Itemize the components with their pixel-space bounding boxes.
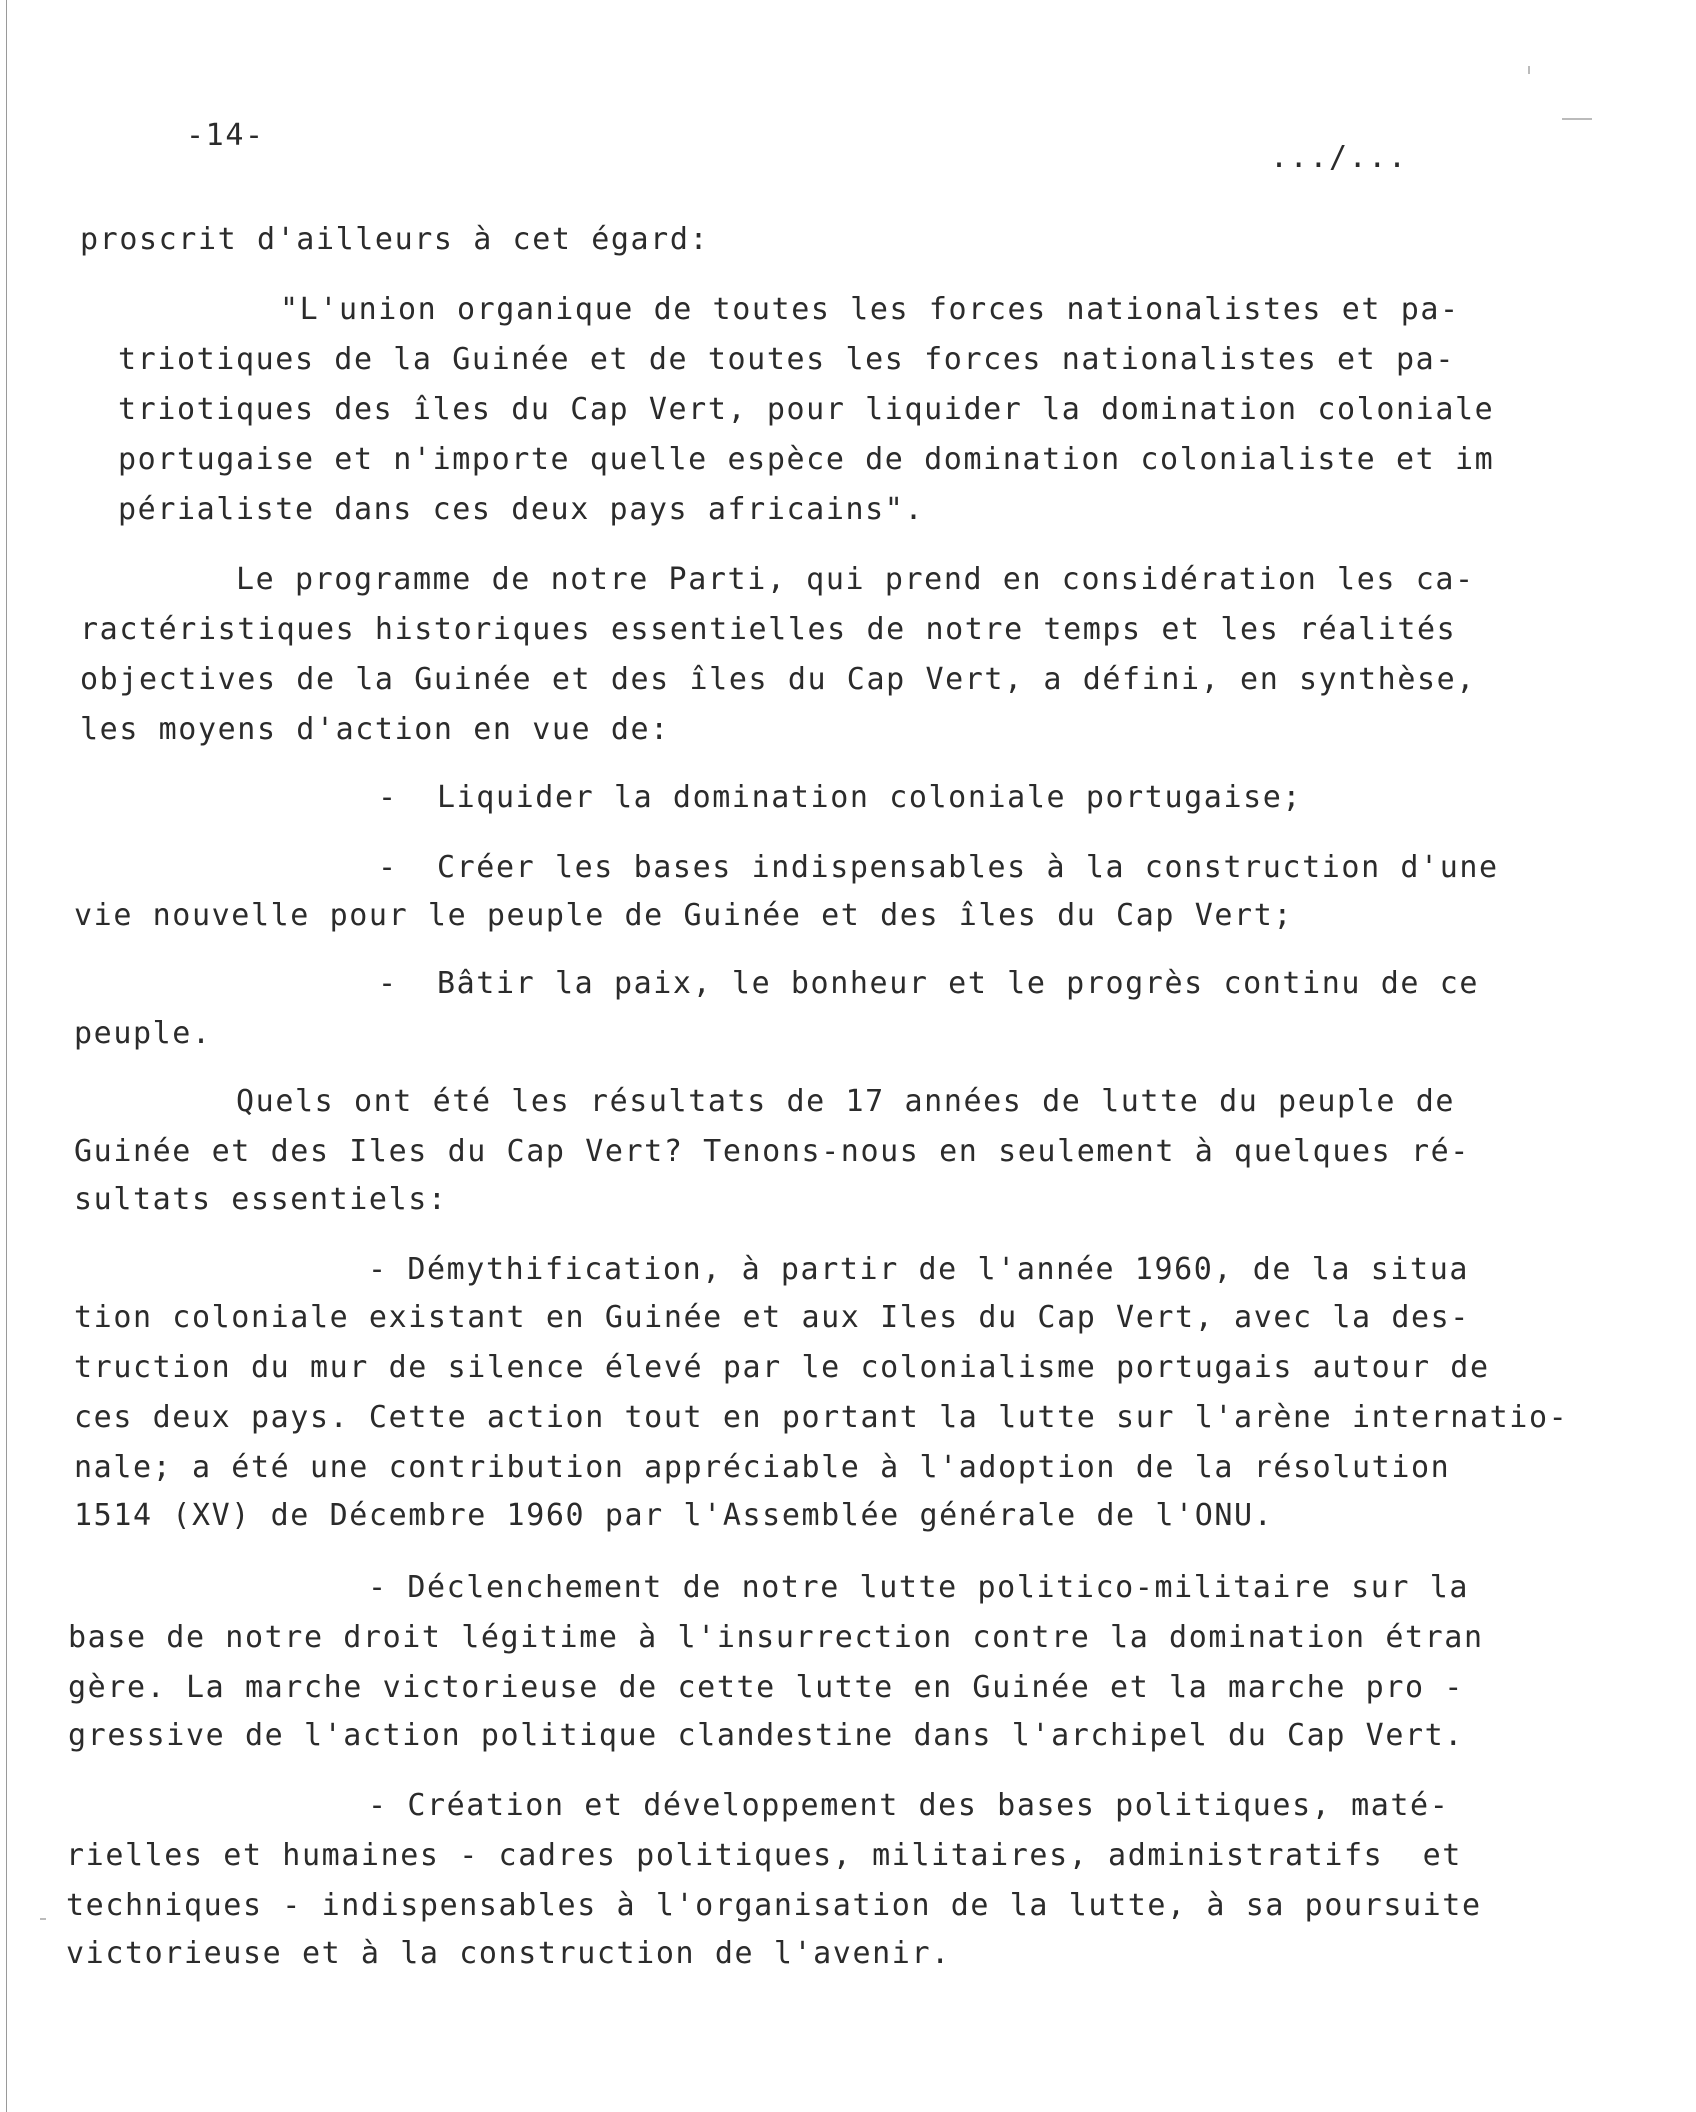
text-line: les moyens d'action en vue de: <box>80 712 670 747</box>
text-line: peuple. <box>74 1016 212 1051</box>
text-line: victorieuse et à la construction de l'avenir. <box>66 1936 951 1971</box>
text-line: techniques - indispensables à l'organisation de la lutte, à sa poursuite <box>66 1888 1482 1923</box>
text-line: tion coloniale existant en Guinée et aux Iles du Cap Vert, avec la des- <box>74 1300 1470 1335</box>
list-item: - Création et développement des bases politiques, maté- <box>368 1788 1450 1823</box>
text-line: rielles et humaines - cadres politiques, militaires, administratifs et <box>66 1838 1462 1873</box>
scan-speck <box>40 1918 46 1920</box>
text-line: Quels ont été les résultats de 17 années de lutte du peuple de <box>236 1084 1456 1119</box>
text-line: ces deux pays. Cette action tout en portant la lutte sur l'arène internatio- <box>74 1400 1569 1435</box>
text-line: triotiques des îles du Cap Vert, pour liquider la domination coloniale <box>118 392 1495 427</box>
text-line: gressive de l'action politique clandestine dans l'archipel du Cap Vert. <box>68 1718 1464 1753</box>
text-line: vie nouvelle pour le peuple de Guinée et des îles du Cap Vert; <box>74 898 1294 933</box>
list-item: - Bâtir la paix, le bonheur et le progrès continu de ce <box>378 966 1480 1001</box>
list-item: - Démythification, à partir de l'année 1960, de la situa <box>368 1252 1470 1287</box>
text-line: ractéristiques historiques essentielles de notre temps et les réalités <box>80 612 1457 647</box>
scan-edge-line <box>6 0 7 2112</box>
text-line: truction du mur de silence élevé par le colonialisme portugais autour de <box>74 1350 1490 1385</box>
text-line: nale; a été une contribution appréciable à l'adoption de la résolution <box>74 1450 1451 1485</box>
continuation-mark: .../... <box>1270 140 1408 175</box>
text-line: triotiques de la Guinée et de toutes les forces nationalistes et pa- <box>118 342 1455 377</box>
list-item: - Déclenchement de notre lutte politico-militaire sur la <box>368 1570 1470 1605</box>
text-line: sultats essentiels: <box>74 1182 448 1217</box>
text-line: objectives de la Guinée et des îles du Cap Vert, a défini, en synthèse, <box>80 662 1476 697</box>
text-line: proscrit d'ailleurs à cet égard: <box>80 222 710 257</box>
text-line: Guinée et des Iles du Cap Vert? Tenons-nous en seulement à quelques ré- <box>74 1134 1470 1169</box>
scan-speck <box>1562 118 1592 120</box>
page-number: -14- <box>186 118 265 153</box>
list-item: - Créer les bases indispensables à la construction d'une <box>378 850 1499 885</box>
text-line: "L'union organique de toutes les forces nationalistes et pa- <box>280 292 1460 327</box>
text-line: portugaise et n'importe quelle espèce de domination colonialiste et im <box>118 442 1495 477</box>
text-line: périaliste dans ces deux pays africains". <box>118 492 925 527</box>
text-line: base de notre droit légitime à l'insurrection contre la domination étran <box>68 1620 1484 1655</box>
scan-speck <box>1528 66 1530 74</box>
text-line: Le programme de notre Parti, qui prend en considération les ca- <box>236 562 1475 597</box>
list-item: - Liquider la domination coloniale portugaise; <box>378 780 1303 815</box>
text-line: 1514 (XV) de Décembre 1960 par l'Assemblée générale de l'ONU. <box>74 1498 1274 1533</box>
text-line: gère. La marche victorieuse de cette lutte en Guinée et la marche pro - <box>68 1670 1464 1705</box>
